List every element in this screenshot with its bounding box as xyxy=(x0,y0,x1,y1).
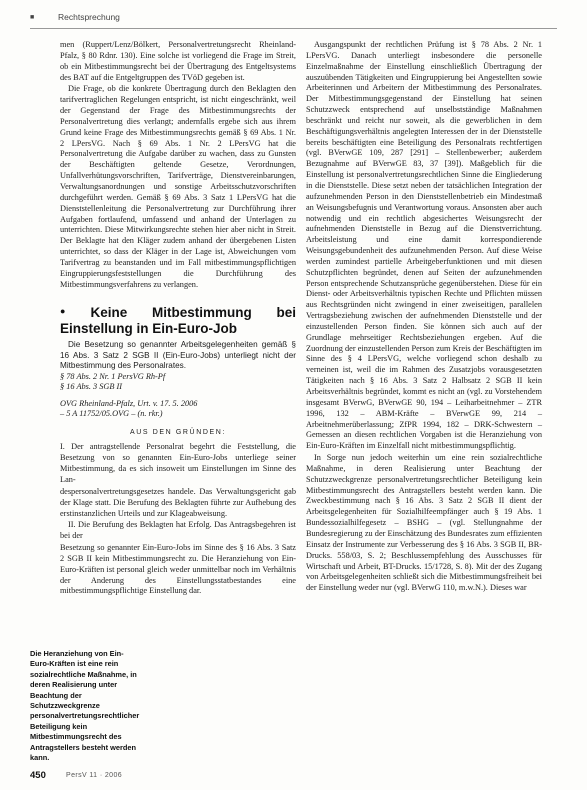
paragraph: despersonalvertretungsgesetzes handele. Das Verwaltungsgericht gab der Klage statt. Die Berufung des Beklagten führte zur Aufhebung des erstinstanzlichen Urteils und zur Klageabweisung. xyxy=(60,486,296,518)
paragraph: men (Ruppert/Lenz/Bölkert, Personalvertretungsrecht Rheinland-Pfalz, § 80 Rdnr. 130). Eine solche ist vorliegend die Frage im Streit, ob ein Mitbestimmungsrecht bei der Übertragung des Entgeltsystems des BAT auf die Entgeltgruppen des TVöD gegeben ist. xyxy=(60,40,296,82)
paragraph: In Sorge nun jedoch weiterhin um eine rein sozialrechtliche Maßnahme, in deren Realisierung unter Beachtung der Schutzzweckgrenze personalvertretungsrechtlicher Beteiligung kein Mitbestimmungsrecht des Antragstellers besteht werden kann. Die Zweckbestimmung nach § 16 Abs. 3 Satz 2 SGB II dient der Arbeitsgelegenheiten für Sozialhilfeempfänger auch § 19 Abs. 1 Bundessozialhilfegesetz – BSHG – (vgl. Stellungnahme der Bundesregierung zu der Einschätzung des Bundesrates zum effizienten Einsatz der Instrumente zur Verbesserung des § 16 Abs. 3 SGB II, BR-Drucks. 558/03, S. 2; Beschlussempfehlung des Ausschusses für Wirtschaft und Arbeit, BT-Drucks. 15/1728, S. 8). Mit der des Zugang von Arbeitsgelegenheiten schließt sich die Mitbestimmungsfreiheit bei der Einstellung weder nur (vgl. BVerwG 110, m.w.N.). Dieses war xyxy=(306,453,542,593)
court-citation xyxy=(60,399,296,420)
section-marker-icon: ■ xyxy=(30,14,35,21)
decision-heading xyxy=(60,304,296,336)
paragraph: II. Die Berufung des Beklagten hat Erfolg. Das Antragsbegehren ist bei der xyxy=(60,520,296,541)
left-column xyxy=(60,40,296,598)
paragraph: Die Frage, ob die konkrete Übertragung durch den Beklagten den tarifvertraglichen Regelungen entspricht, ist nicht eingeschränkt, weil der Gegenstand der Frage des Mitbestimmungsrechts der Personalvertretung dies verlangt; andernfalls ergebe sich aus ihrem Grund keine Frage des Mitbestimmungsrechts gemäß § 69 Abs. 1 Nr. 2 LPersVG. Nach § 69 Abs. 1 Nr. 2 LPersVG hat die Personalvertretung die Aufgabe darüber zu wachen, dass zu Gunsten der Beschäftigten geltende Gesetze, Verordnungen, Unfallverhütungsvorschriften, Tarifverträge, Dienstvereinbarungen, Verwaltungsanordnungen und sonstige Arbeitsschutzvorschriften durchgeführt werden. Gemäß § 69 Abs. 3 Satz 1 LPersVG hat die Dienststellenleitung die Personalvertretung zur Durchführung ihrer Aufgaben fortlaufend, umfassend und anhand der Unterlagen zu unterrichten. Diese Mitwirkungsrechte stehen hier aber nicht in Streit. Der Beklagte hat den Kläger zudem anhand der übergebenen Listen unterrichtet, so dass der Kläger in der Lage ist, Abweichungen vom Tarifvertrag zu beanstanden und im Fall mitbestimmungspflichtigen Eingruppierungsfeststellungen die Durchführung des Mitbestimmungsverfahrens zu verlangen. xyxy=(60,84,296,289)
section-title: Rechtsprechung xyxy=(58,12,120,22)
statute-reference: § 16 Abs. 3 SGB II xyxy=(60,382,123,392)
journal-issue: PersV 11 · 2006 xyxy=(66,772,123,779)
heading-bullet-icon: ● xyxy=(60,306,87,317)
court-name: OVG Rheinland-Pfalz, Urt. v. 17. 5. 2006 xyxy=(60,398,198,408)
margin-note: Die Heranziehung von Ein-Euro-Kräften ist eine rein sozialrechtliche Maßnahme, in deren Realisierung unter Beachtung der Schutzzweckgrenze personalvertretungsrechtlicher Beteiligung kein Mitbestimmungsrecht des Antragstellers besteht werden kann. xyxy=(30,649,140,763)
paragraph: Ausgangspunkt der rechtlichen Prüfung ist § 78 Abs. 2 Nr. 1 LPersVG. Danach unterliegt insbesondere die personelle Einzelmaßnahme der Einstellung einschließlich Übertragung der auszuübenden Tätigkeiten und Eingruppierung bei Angestellten sowie Arbeiterinnen und Arbeitern der Mitbestimmung des Personalrates. Der Mitbestimmungsgegenstand der Einstellung hat seinen Schutzzweck entsprechend auf unselbstständige Maßnahmen beschränkt und reicht nur soweit, als die gewerblichen in dem Beschäftigungsverhältnis angelegten Interessen der in der Dienststelle bereits beschäftigten eine Beteiligung des Personalrats rechtfertigen (vgl. BVerwGE 109, 287 [291] – Stellenbewerber; außerdem Bezugnahme auf BVerwGE 83, 37 [39]). Maßgeblich für die Einstellung ist personalvertretungsrechtlichen Sinne die Eingliederung in die Dienststelle. Diese setzt neben der tatsächlichen Integration der aufzunehmenden Person in den Dienststellenbetrieb ein Mindestmaß an Weisungsbefugnis und Verantwortung voraus. Ansonsten aber auch notwendig und ein rechtlich abgesichertes Weisungsrecht der aufnehmenden Dienststelle in Bezug auf die Dienstverrichtung. Arbeitsleistung und eine damit korrespondierende Weisungsgebundenheit des aufzunehmenden Person. Auf diese Weise werden zumindest partielle Arbeitgeberfunktionen und mit diesen Schutzpflichten begründet, denen auf Seiten der aufzunehmenden Person entsprechende Schutzansprüche gegenüberstehen. Diese für ein Dienst- oder Arbeitsverhältnis typischen Rechte und Pflichten müssen aus Rechtsgründen nicht zwingend in einer zweiseitigen, parallelen Vertragsbeziehung zwischen der aufnehmenden Dienststelle und der einzustellenden Person finden. Sie können sich auch auf der Grundlage mehrseitiger Rechtsbeziehungen ergeben. Auf die Zuordnung der einzustellenden Person zum Kreis der Beschäftigten im Sinne des § 4 LPersVG, welche vorliegend schon deshalb zu verneinen ist, weil die im Rahmen des Zusatzjobs vorausgesetzten Tätigkeiten nach § 16 Abs. 3 Satz 2 Halbsatz 2 SGB II kein Arbeitsverhältnis begründet, kommt es nicht an (vgl. zu Vorstehendem insgesamt BVerwG, BVerwGE 90, 194 – Leiharbeitnehmer – ZTR 1996, 132 – ABM-Kräfte – BVerwGE 99, 214 – Arbeitnehmerüberlassung; ZfPR 1994, 182 – DRK-Schwestern – Gemessen an diesen rechtlichen Vorgaben ist die Heranziehung von Ein-Euro-Kräften im Einzelfall nicht mitbestimmungspflichtig. xyxy=(306,40,542,451)
case-number: – 5 A 11752/05.OVG – (n. rkr.) xyxy=(60,409,163,419)
statute-reference: § 78 Abs. 2 Nr. 1 PersVG Rh-Pf xyxy=(60,372,166,382)
paragraph: I. Der antragstellende Personalrat begehrt die Feststellung, die Besetzung von so genannten Ein-Euro-Jobs unterliege seiner Mitbestimmung, da es sich insoweit um Einstellungen im Sinne des Lan- xyxy=(60,442,296,485)
decision-heading-text: Keine Mitbestimmung bei Einstellung in Ein-Euro-Job xyxy=(60,305,296,336)
page-number: 450 xyxy=(30,770,46,781)
page-footer xyxy=(30,768,557,784)
right-column xyxy=(306,40,542,595)
paragraph: Besetzung so genannter Ein-Euro-Jobs im Sinne des § 16 Abs. 3 Satz 2 SGB II kein Mitbestimmungsrecht zu. Die Heranziehung von Ein-Euro-Kräften ist personal gleich weder unmittelbar noch im Verhältnis der Anderung des Einstellungsstatbestandes eine mitbestimmungspflichtige Einstellung dar. xyxy=(60,543,296,596)
statute-references xyxy=(60,372,296,393)
running-header xyxy=(30,6,557,29)
text-with-margin-note xyxy=(60,487,296,542)
reasons-label: AUS DEN GRÜNDEN: xyxy=(130,428,226,436)
headnote: Die Besetzung so genannter Arbeitsgelegenheiten gemäß § 16 Abs. 3 Satz 2 SGB II (Ein-Euro-Jobs) unterliegt nicht der Mitbestimmung des Personalrates. xyxy=(60,340,296,370)
